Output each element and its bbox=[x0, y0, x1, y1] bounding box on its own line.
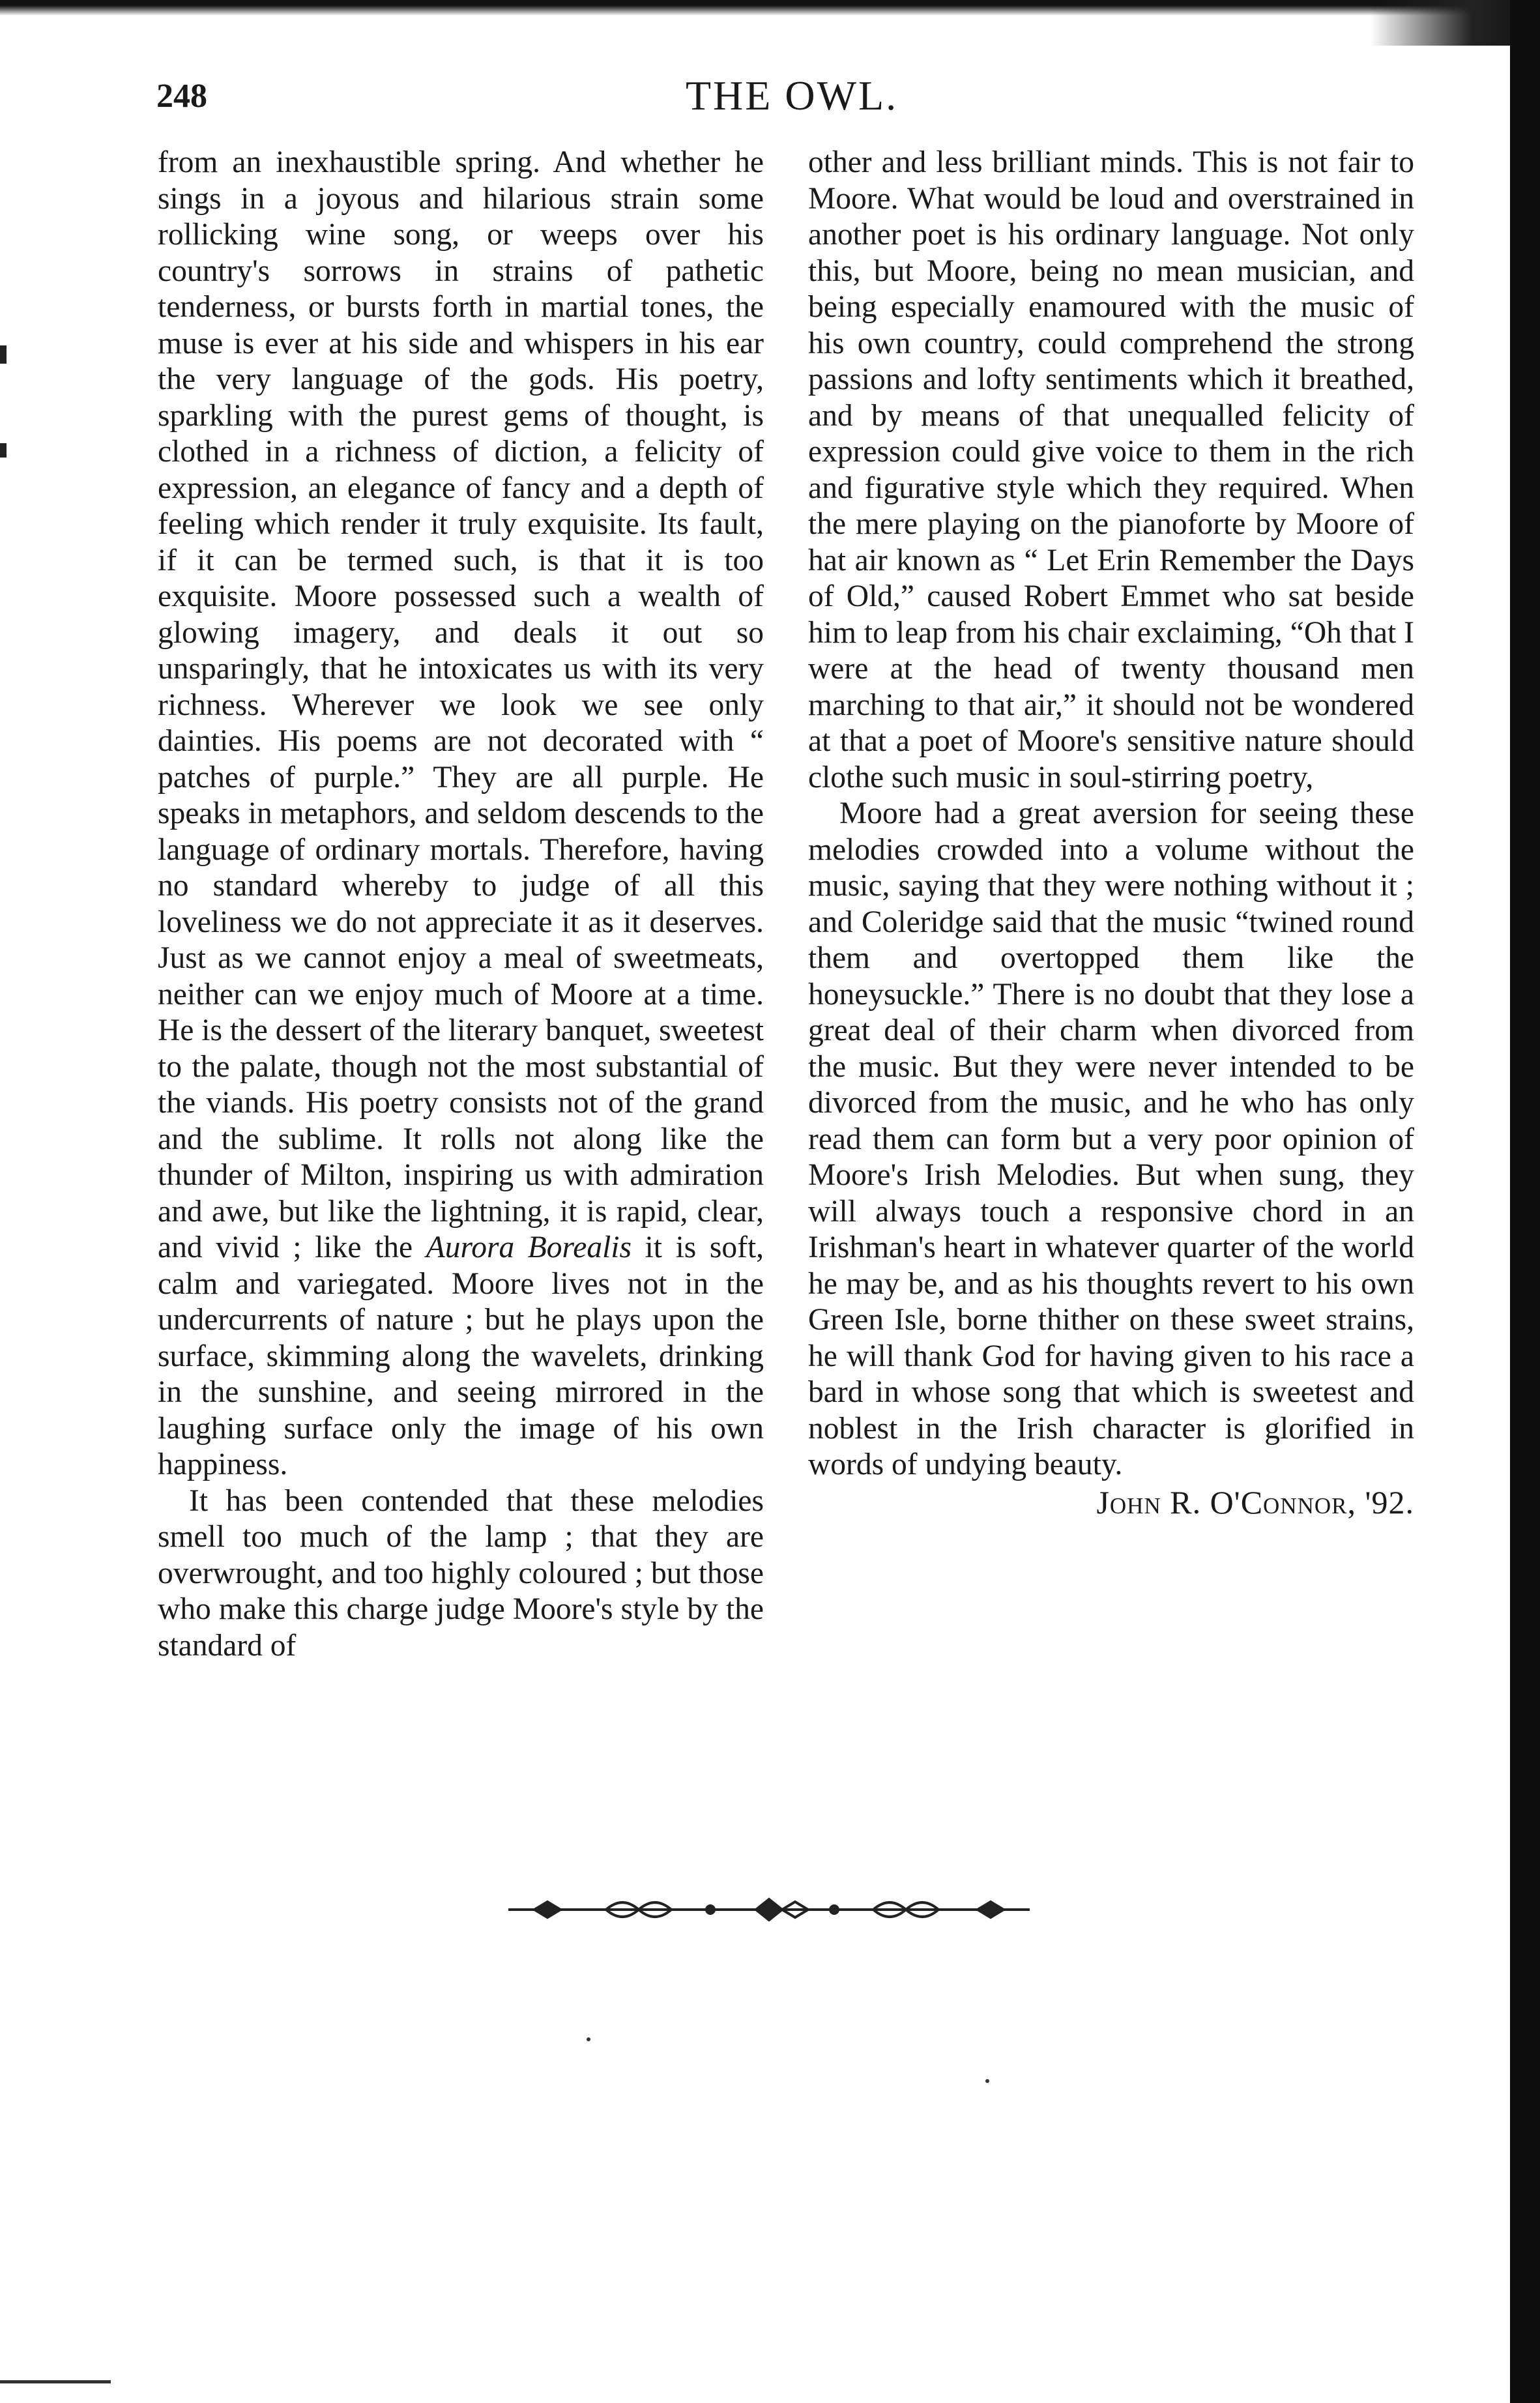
ornament-diamond bbox=[756, 1899, 782, 1920]
paragraph-text: from an inexhaustible spring. And whether he sings in a joyous and hilarious strain some rollicking wine song, or weeps over his country's sorrows in strains of pathetic tenderness, or bursts forth in martial tones, the muse is ever at his side and whispers in his ear the very language of the gods. His poetry, sparkling with the purest gems of thought, is clothed in a richness of diction, a felicity of expression, an elegance of fancy and a depth of feeling which render it truly exquisite. Its fault, if it can be termed such, is that it is too exquisite. Moore possessed such a wealth of glowing imagery, and deals it out so unsparingly, that he intoxicates us with its very richness. Wherever we look we see only dainties. His poems are not decorated with “ patches of purple.” They are all purple. He speaks in metaphors, and seldom descends to the language of ordinary mortals. Therefore, having no standard whereby to judge of all this loveliness we do not appreciate it as it deserves. Just as we cannot enjoy a meal of sweetmeats, neither can we enjoy much of Moore at a time. He is the dessert of the literary banquet, sweetest to the palate, though not the most substantial of the viands. His poetry consists not of the grand and the sublime. It rolls not along like the thunder of Milton, inspiring us with admiration and awe, but like the lightning, it is rapid, clear, and vivid ; like the bbox=[158, 145, 764, 1264]
paragraph-text: it is soft, calm and variegated. Moore lives not in the undercurrents of nature ; but he plays upon the surface, skimming along the wavelets, drinking in the sunshine, and seeing mirrored in the laughing surface only the image of his own happiness. bbox=[158, 1231, 764, 1481]
ornament-diamond bbox=[534, 1902, 560, 1917]
scan-left-mark bbox=[0, 345, 7, 364]
ornament-dot bbox=[706, 1906, 714, 1914]
running-title: THE OWL. bbox=[685, 72, 899, 119]
ornament-diamond bbox=[978, 1902, 1004, 1917]
author-signature: John R. O'Connor, '92. bbox=[1096, 1483, 1414, 1521]
paragraph: It has been contended that these melodies smell too much of the lamp ; that they are overwrought, and too highly coloured ; but those who make this charge judge Moore's style by the standard of bbox=[158, 1483, 764, 1663]
page-header bbox=[156, 72, 1427, 130]
scan-speck bbox=[587, 2037, 590, 2041]
decorative-ornament bbox=[508, 1890, 1030, 1929]
scan-speck bbox=[985, 2079, 989, 2083]
scan-left-mark bbox=[0, 443, 7, 458]
scan-right-edge bbox=[1510, 0, 1540, 2403]
left-column bbox=[158, 145, 764, 1664]
paragraph: other and less brilliant minds. This is not fair to Moore. What would be loud and overstrained in another poet is his ordinary language. Not only this, but Moore, being no mean musician, and being especially enamoured with the music of his own country, could comprehend the strong passions and lofty sentiments which it breathed, and by means of that unequalled felicity of expression could give voice to them in the rich and figurative style which they required. When the mere playing on the pianoforte by Moore of hat air known as “ Let Erin Remember the Days of Old,” caused Robert Emmet who sat beside him to leap from his chair exclaiming, “Oh that I were at the head of twenty thousand men marching to that air,” it should not be wondered at that a poet of Moore's sensitive nature should clothe such music in soul-stirring poetry, bbox=[808, 145, 1414, 794]
paragraph: Moore had a great aversion for seeing these melodies crowded into a volume without the music, saying that they were nothing without it ; and Coleridge said that the music “twined round them and overtopped them like the honeysuckle.” There is no doubt that they lose a great deal of their charm when divorced from the music. But they were never intended to be divorced from the music, and he who has only read them can form but a very poor opinion of Moore's Irish Melodies. But when sung, they will always touch a responsive chord in an Irishman's heart in whatever quarter of the world he may be, and as his thoughts revert to his own Green Isle, borne thither on these sweet strains, he will thank God for having given to his race a bard in whose song that which is sweetest and noblest in the Irish character is glorified in words of undying beauty. bbox=[808, 796, 1414, 1481]
scan-bottom-rule bbox=[0, 2380, 111, 2383]
right-column bbox=[808, 145, 1414, 1521]
scan-top-edge bbox=[0, 0, 1540, 16]
paragraph bbox=[158, 145, 764, 1483]
ornament-dot bbox=[830, 1906, 838, 1914]
page-number: 248 bbox=[156, 78, 207, 115]
italic-phrase: Aurora Borealis bbox=[426, 1231, 632, 1264]
